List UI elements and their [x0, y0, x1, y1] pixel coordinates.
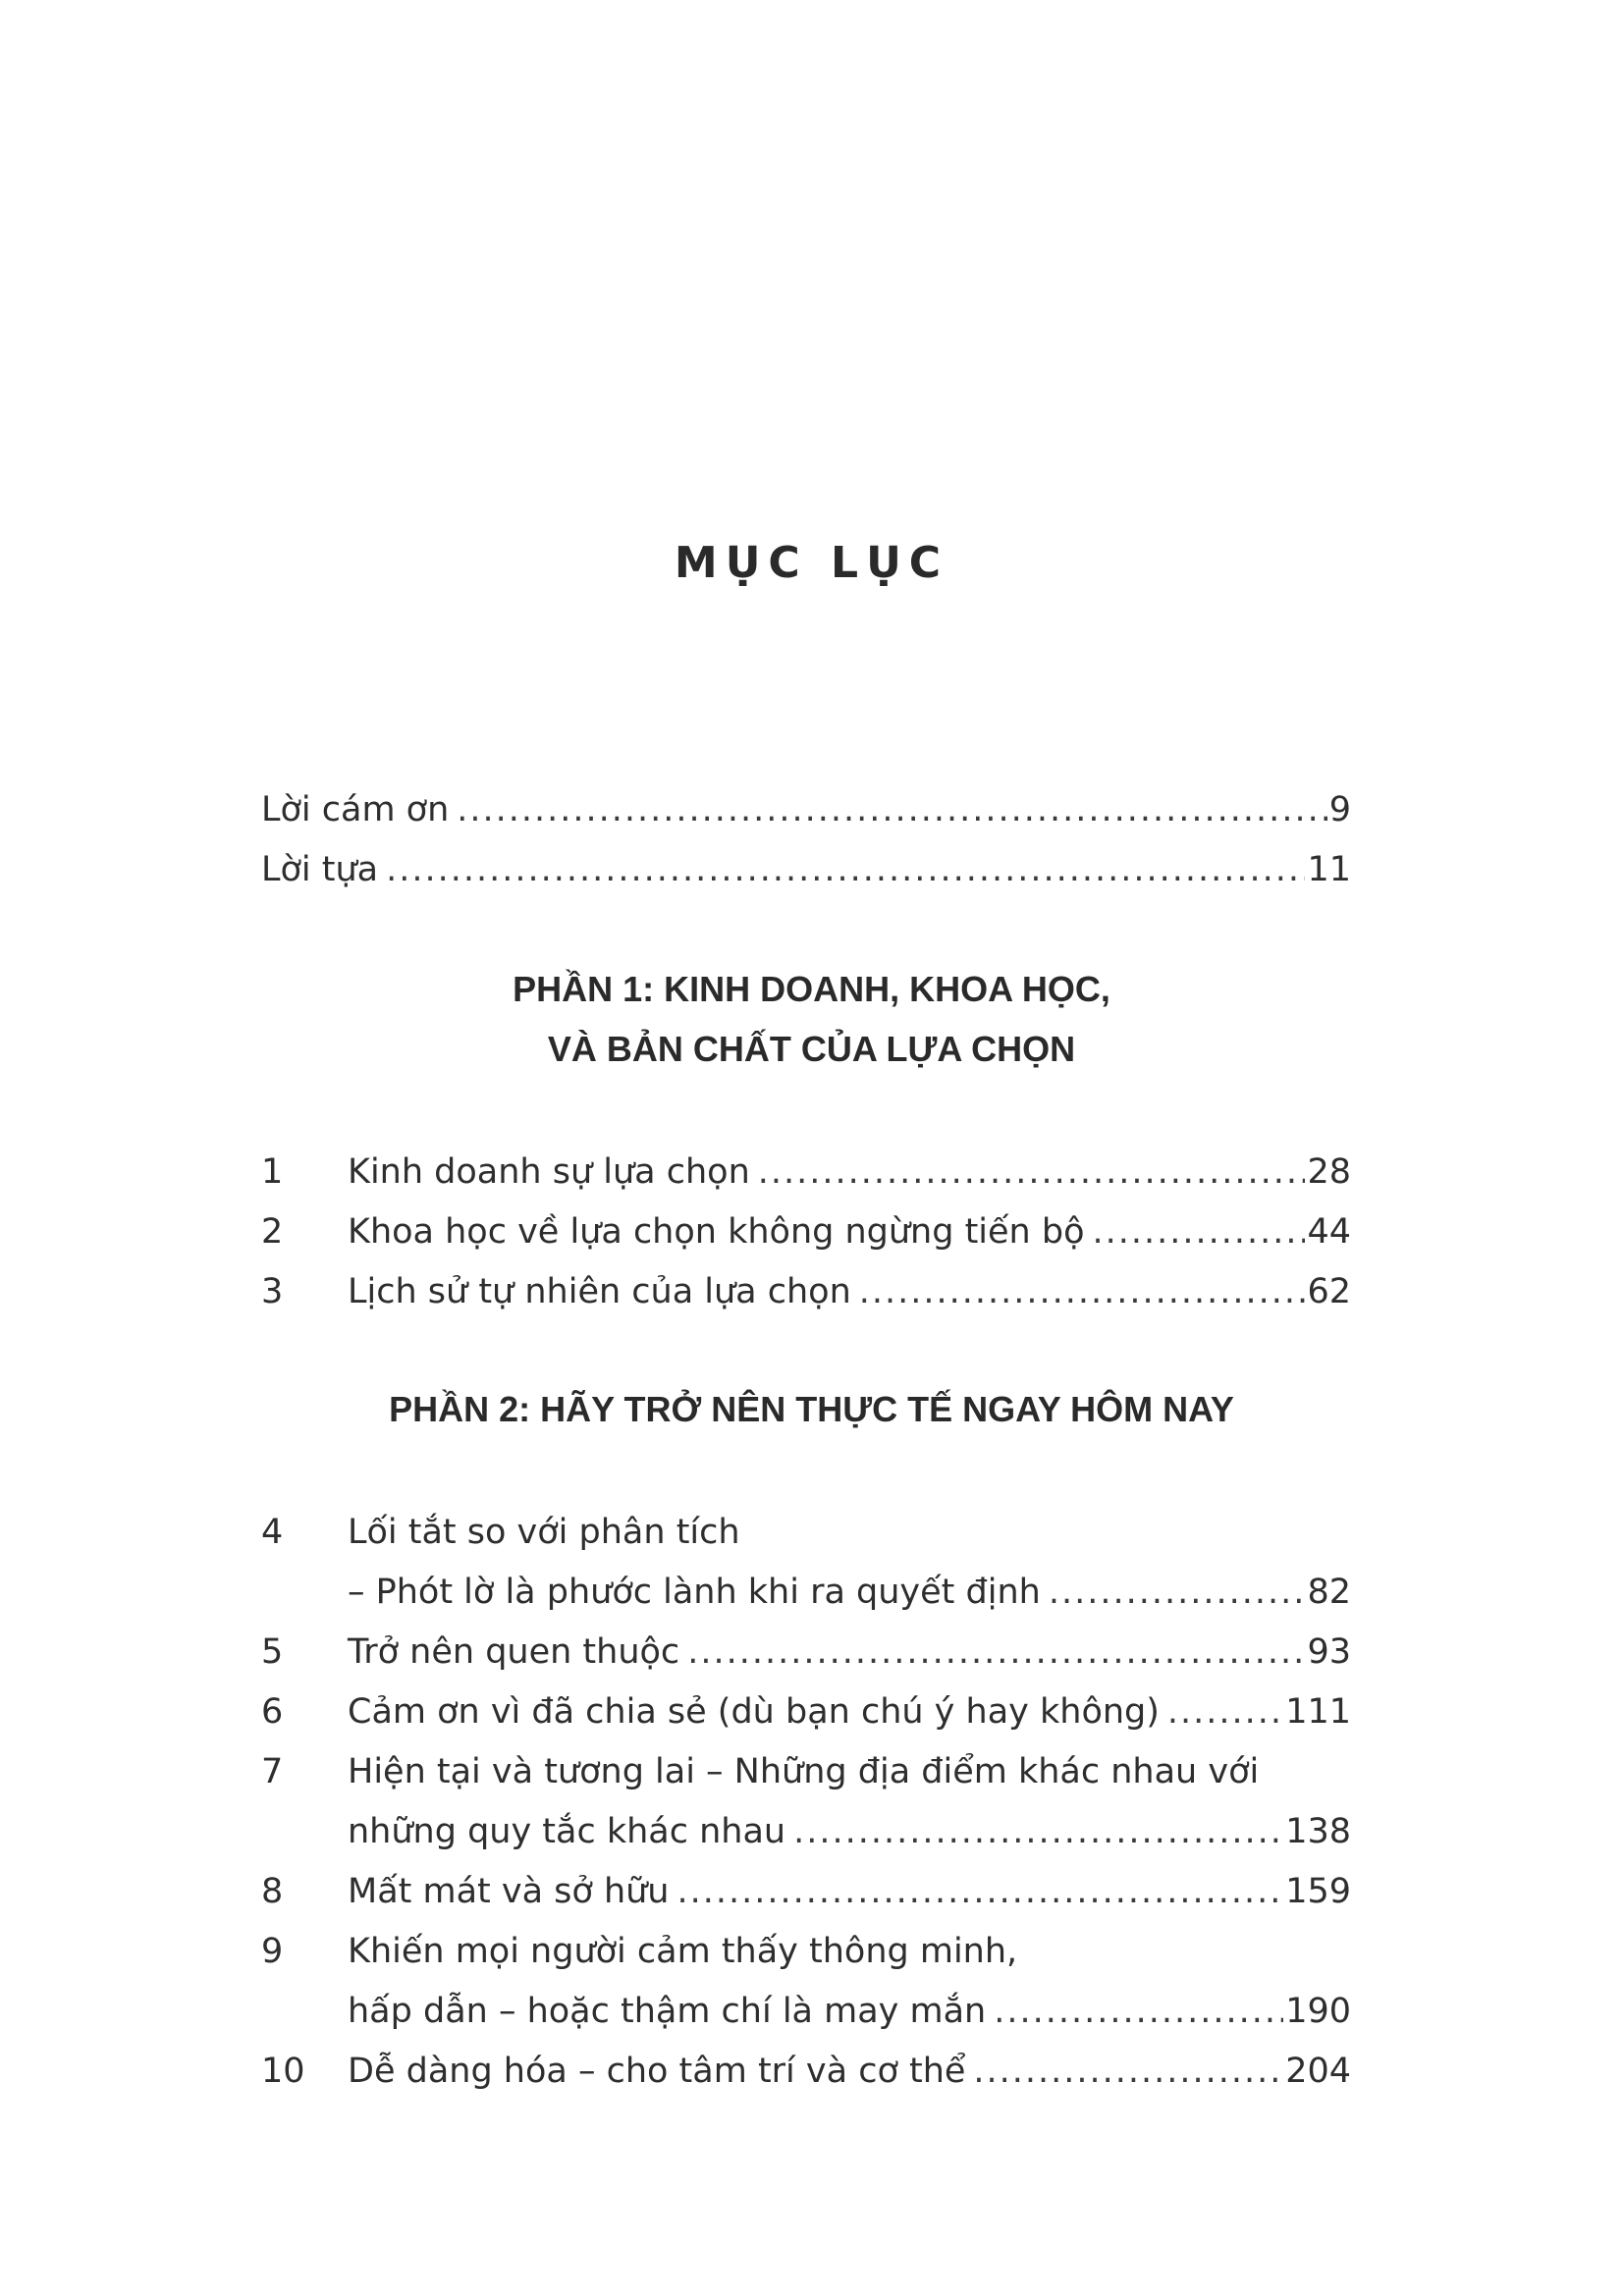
toc-page-number: 9 — [1328, 790, 1351, 829]
toc-entry-chapter-2[interactable] — [261, 1202, 1351, 1261]
chapter-number: 4 — [261, 1513, 284, 1552]
toc-entry-title: Hiện tại và tương lai – Những địa điểm khác nhau với — [348, 1752, 1260, 1791]
chapter-number: 10 — [261, 2052, 305, 2091]
toc-entry-chapter-4-line-2[interactable] — [261, 1563, 1351, 1622]
toc-page-number: 190 — [1285, 1992, 1351, 2031]
dot-leader — [994, 1982, 1283, 2041]
chapter-number: 3 — [261, 1272, 284, 1311]
table-of-contents — [261, 0, 1351, 2296]
toc-page-number: 204 — [1285, 2052, 1351, 2091]
toc-entry-chapter-3[interactable] — [261, 1262, 1351, 1321]
toc-page-number: 44 — [1307, 1212, 1351, 1252]
toc-entry-chapter-4-line-1[interactable] — [261, 1503, 1351, 1562]
toc-entry-title-continued: – Phót lờ là phước lành khi ra quyết định — [348, 1573, 1041, 1612]
toc-entry-title: Lời cám ơn — [261, 790, 450, 829]
chapter-number: 7 — [261, 1752, 284, 1791]
toc-page-number: 93 — [1307, 1632, 1351, 1672]
toc-entry-chapter-9-line-1[interactable] — [261, 1922, 1351, 1981]
dot-leader — [758, 1143, 1306, 1201]
toc-entry-title: Cảm ơn vì đã chia sẻ (dù bạn chú ý hay không) — [348, 1692, 1160, 1732]
dot-leader — [1093, 1202, 1306, 1261]
toc-entry-chapter-5[interactable] — [261, 1623, 1351, 1682]
dot-leader — [677, 1862, 1284, 1921]
toc-entry-chapter-6[interactable] — [261, 1682, 1351, 1741]
chapter-number: 9 — [261, 1932, 284, 1971]
toc-entry-title: Trở nên quen thuộc — [348, 1632, 680, 1672]
chapter-number: 8 — [261, 1872, 284, 1911]
part-2-heading: PHẦN 2: HÃY TRỞ NÊN THỰC TẾ NGAY HÔM NAY — [389, 1389, 1234, 1429]
toc-entry-title-continued: hấp dẫn – hoặc thậm chí là may mắn — [348, 1992, 987, 2031]
toc-entry-title: Lối tắt so với phân tích — [348, 1513, 740, 1552]
page-title: MỤC LỤC — [674, 538, 949, 588]
toc-entry-front-1[interactable] — [261, 780, 1351, 839]
chapter-number: 5 — [261, 1632, 284, 1672]
toc-entry-title: Lịch sử tự nhiên của lựa chọn — [348, 1272, 851, 1311]
toc-page-number: 11 — [1307, 850, 1351, 889]
toc-page-number: 28 — [1307, 1152, 1351, 1192]
toc-entry-chapter-7-line-2[interactable] — [261, 1802, 1351, 1861]
chapter-number: 2 — [261, 1212, 284, 1252]
toc-page-number: 82 — [1307, 1573, 1351, 1612]
toc-entry-title: Dễ dàng hóa – cho tâm trí và cơ thể — [348, 2052, 966, 2091]
dot-leader — [1049, 1563, 1306, 1622]
chapter-number: 6 — [261, 1692, 284, 1732]
chapter-number: 1 — [261, 1152, 284, 1192]
toc-entry-title: Khoa học về lựa chọn không ngừng tiến bộ — [348, 1212, 1085, 1252]
dot-leader — [386, 840, 1305, 899]
dot-leader — [687, 1623, 1305, 1682]
dot-leader — [1167, 1682, 1283, 1741]
toc-entry-title: Khiến mọi người cảm thấy thông minh, — [348, 1932, 1018, 1971]
dot-leader — [793, 1802, 1283, 1861]
toc-entry-title: Lời tựa — [261, 850, 379, 889]
toc-entry-front-2[interactable] — [261, 840, 1351, 899]
toc-page-number: 62 — [1307, 1272, 1351, 1311]
toc-entry-chapter-1[interactable] — [261, 1143, 1351, 1201]
dot-leader — [457, 780, 1326, 839]
toc-entry-chapter-10[interactable] — [261, 2042, 1351, 2101]
toc-entry-title: Mất mát và sở hữu — [348, 1872, 670, 1911]
toc-entry-chapter-7-line-1[interactable] — [261, 1742, 1351, 1801]
toc-page-number: 138 — [1285, 1812, 1351, 1851]
dot-leader — [859, 1262, 1306, 1321]
toc-page-number: 159 — [1285, 1872, 1351, 1911]
toc-entry-title: Kinh doanh sự lựa chọn — [348, 1152, 750, 1192]
toc-entry-chapter-8[interactable] — [261, 1862, 1351, 1921]
toc-page-number: 111 — [1285, 1692, 1351, 1732]
dot-leader — [973, 2042, 1283, 2101]
part-1-heading-line-1: PHẦN 1: KINH DOANH, KHOA HỌC, — [513, 969, 1110, 1009]
part-1-heading-line-2: VÀ BẢN CHẤT CỦA LỰA CHỌN — [547, 1029, 1076, 1069]
toc-entry-title-continued: những quy tắc khác nhau — [348, 1812, 786, 1851]
toc-entry-chapter-9-line-2[interactable] — [261, 1982, 1351, 2041]
